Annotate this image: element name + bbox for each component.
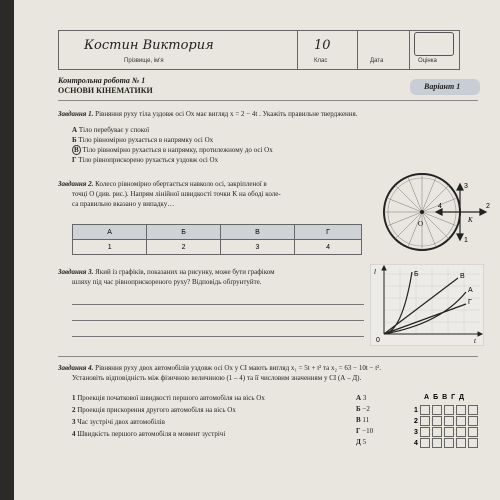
table-header: Б <box>147 225 221 240</box>
table-cell: 2 <box>147 240 221 255</box>
task1-option-b: Б Тіло рівномірно рухається в напрямку осі Ox <box>72 136 214 144</box>
date-caption: Дата <box>370 58 384 64</box>
wheel-figure <box>372 166 496 256</box>
answer-checkbox[interactable] <box>420 427 430 437</box>
task1-prompt <box>58 110 358 119</box>
task4-item-1: 1 Проекція початкової швидкості першого автомобіля на вісь Ox <box>72 394 265 402</box>
arrow-label-1: 1 <box>464 237 468 244</box>
answer-checkbox[interactable] <box>432 427 442 437</box>
task4-item-4: 4 Швидкість першого автомобіля в момент зустрічі <box>72 430 226 438</box>
task1-text: Рівняння руху тіла уздовж осі Ox має вигляд x = 2 − 4t . Укажіть правильне твердження. <box>95 110 358 118</box>
x-axis-label: t <box>474 337 476 345</box>
task4-item-2: 2 Проекція прискорення другого автомобіля на вісь Ox <box>72 406 236 414</box>
answer-checkbox[interactable] <box>432 438 442 448</box>
worksheet-page <box>14 0 500 500</box>
wheel-center <box>420 210 424 214</box>
table-cell: 4 <box>295 240 362 255</box>
answer-checkbox[interactable] <box>444 427 454 437</box>
answer-checkbox[interactable] <box>468 438 478 448</box>
y-axis-label: l <box>374 268 376 276</box>
table-cell: 1 <box>73 240 147 255</box>
task4-answer-b: Б −2 <box>356 405 370 413</box>
center-label: O <box>418 220 424 228</box>
curve-label-g: Г <box>468 299 472 306</box>
variant-label: Варіант 1 <box>424 82 461 91</box>
answer-checkbox[interactable] <box>420 438 430 448</box>
answer-line <box>72 320 364 321</box>
grid-header: АБВГД <box>424 394 468 401</box>
table-cell: 3 <box>220 240 294 255</box>
task4-item-3: 3 Час зустрічі двох автомобілів <box>72 418 165 426</box>
task-divider <box>58 356 478 357</box>
task3-line1: Завдання 3. Який із графіків, показаних на рисунку, може бути графіком <box>58 268 275 276</box>
grid-row: 4 <box>414 438 478 449</box>
answer-checkbox[interactable] <box>456 416 466 426</box>
answer-line <box>72 304 364 305</box>
date-cell <box>357 31 410 69</box>
task1-option-d: Г Тіло рівноприскорено рухається уздовж осі Ox <box>72 156 219 164</box>
grade-box <box>414 32 454 56</box>
class-value: 10 <box>314 38 331 53</box>
grid-row: 3 <box>414 427 478 438</box>
task2-answer-table <box>72 224 362 255</box>
curve-label-a: А <box>468 287 473 294</box>
answer-checkbox[interactable] <box>444 405 454 415</box>
table-header: Г <box>295 225 362 240</box>
table-header: А <box>73 225 147 240</box>
answer-checkbox[interactable] <box>456 427 466 437</box>
answer-checkbox[interactable] <box>444 438 454 448</box>
task2-line1: Завдання 2. Колесо рівномірно обертається навколо осі, закріпленої в <box>58 180 267 188</box>
answer-checkbox[interactable] <box>456 438 466 448</box>
task1-label: Завдання 1. <box>58 110 94 118</box>
answer-checkbox[interactable] <box>468 405 478 415</box>
answer-checkbox[interactable] <box>420 405 430 415</box>
task4-answer-d: Д 5 <box>356 438 367 446</box>
answer-checkbox[interactable] <box>456 405 466 415</box>
table-header: В <box>220 225 294 240</box>
title-divider <box>58 100 478 101</box>
arrow-label-4: 4 <box>438 203 442 210</box>
answer-line <box>72 336 364 337</box>
answer-checkbox[interactable] <box>432 416 442 426</box>
grade-caption: Оцінка <box>418 58 437 64</box>
test-subtitle: ОСНОВИ КІНЕМАТИКИ <box>58 86 153 95</box>
answer-checkbox[interactable] <box>468 427 478 437</box>
answer-grid <box>414 394 478 449</box>
answer-checkbox[interactable] <box>432 405 442 415</box>
answer-checkbox[interactable] <box>420 416 430 426</box>
distance-graphs <box>370 264 484 346</box>
name-caption: Прізвище, ім'я <box>124 58 164 64</box>
task4-answer-a: А 3 <box>356 394 367 402</box>
class-caption: Клас <box>314 58 328 64</box>
task2-line3: са правильно вказано у випадку… <box>72 200 175 208</box>
velocity-arrows <box>436 184 486 240</box>
selected-answer-circle: В <box>74 146 79 154</box>
task4-answer-v: В 11 <box>356 416 370 424</box>
task4-line2: Установіть відповідність між фізичною величиною (1 – 4) та її числовим значенням у СІ (А – Д). <box>72 374 362 382</box>
curve-label-b: Б <box>414 271 419 278</box>
grid-row: 2 <box>414 416 478 427</box>
origin-label: 0 <box>376 337 380 344</box>
task4-answer-g: Г −10 <box>356 427 374 435</box>
point-label: K <box>468 216 473 224</box>
variant-badge <box>410 79 480 95</box>
answer-checkbox[interactable] <box>444 416 454 426</box>
arrow-label-2: 2 <box>486 203 490 210</box>
grid-row: 1 <box>414 405 478 416</box>
student-name: Костин Виктория <box>84 38 214 53</box>
test-title: Контрольна робота № 1 <box>58 76 146 85</box>
task2-line2: точці O (див. рис.). Напрям лінійної швидкості точки K на ободі коле- <box>72 190 281 198</box>
curve-label-v: В <box>460 273 465 280</box>
arrow-label-3: 3 <box>464 183 468 190</box>
task1-option-a: А Тіло перебуває у спокої <box>72 126 150 134</box>
task1-option-c: В Тіло рівномірно рухається в напрямку, протилежному до осі Ox <box>74 146 273 154</box>
task3-line2: шляху під час рівноприскореного руху? Відповідь обґрунтуйте. <box>72 278 262 286</box>
answer-checkbox[interactable] <box>468 416 478 426</box>
task4-line1: Завдання 4. Рівняння руху двох автомобілів уздовж осі Ox у СІ мають вигляд x₁ = 5t + t² та x₂ = 63 − 10t − t². <box>58 364 382 372</box>
